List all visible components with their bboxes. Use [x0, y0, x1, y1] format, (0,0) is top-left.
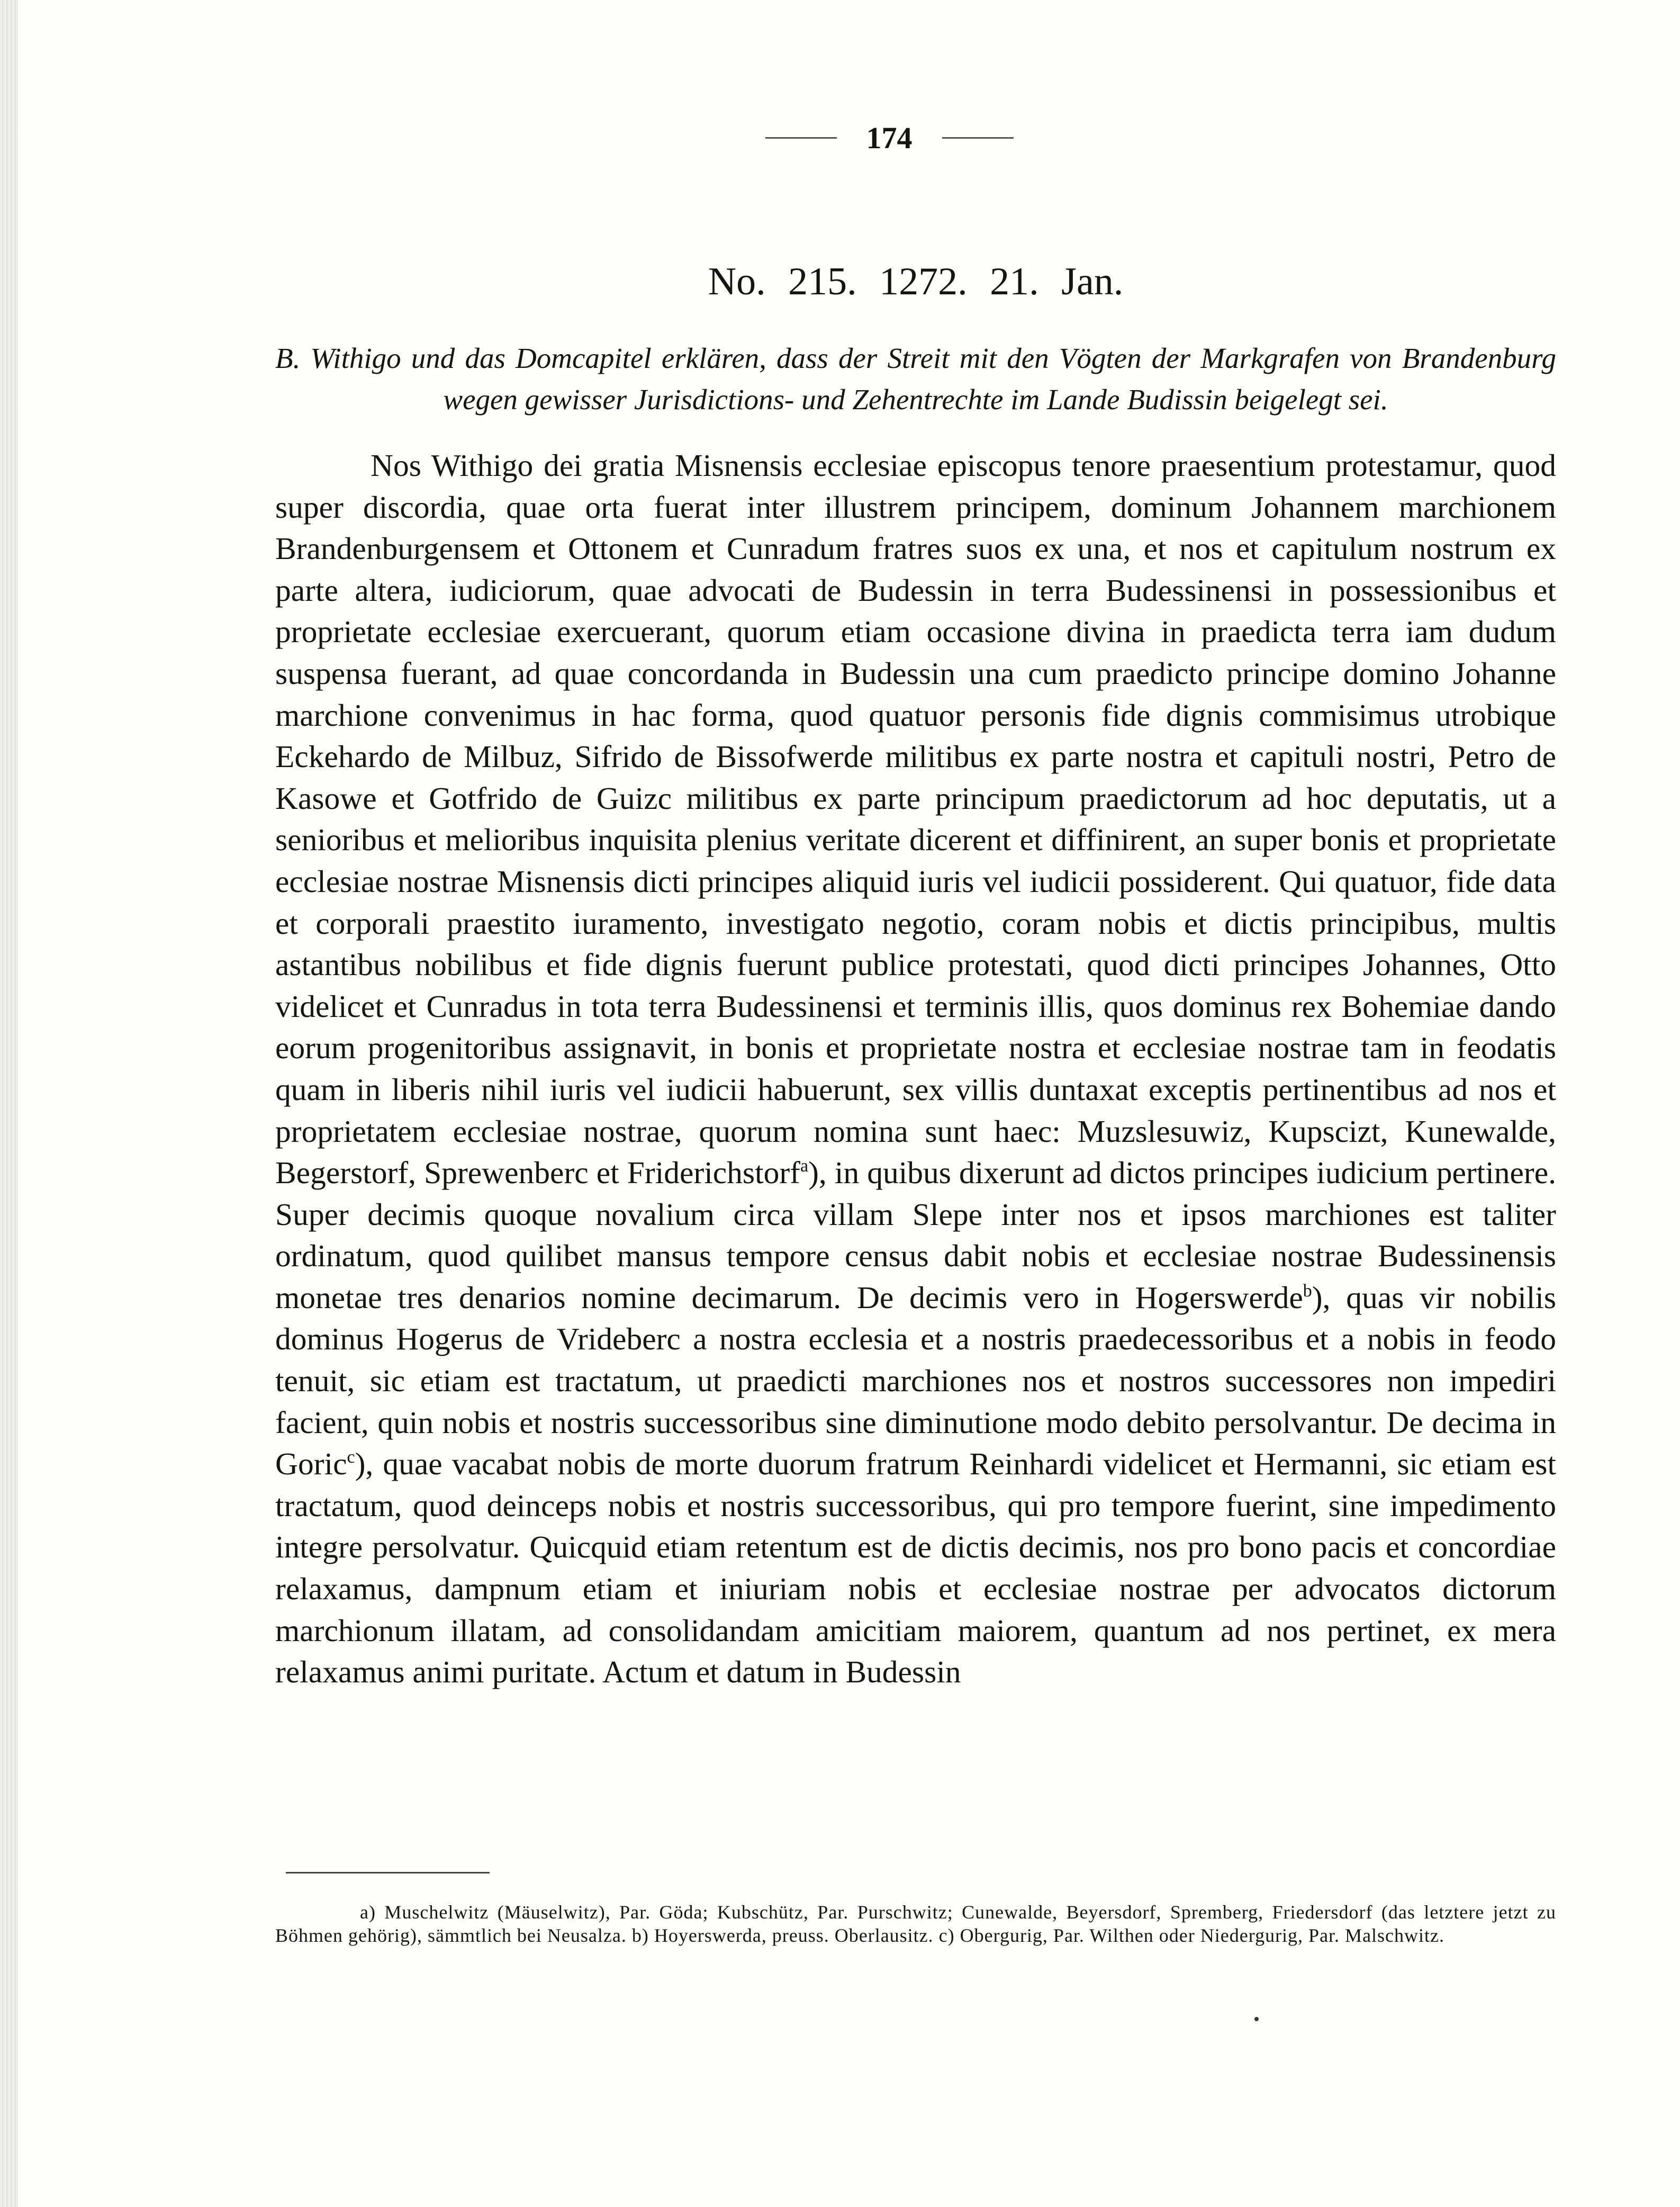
page-number: 174	[866, 120, 913, 155]
footnote-separator	[286, 1872, 490, 1873]
document-body	[275, 445, 1556, 1693]
scan-binding-edge	[0, 0, 18, 2207]
body-paragraph	[275, 445, 1556, 1693]
footnote-ref-b: b	[1303, 1281, 1312, 1301]
document-heading: No. 215. 1272. 21. Jan.	[708, 260, 1124, 303]
header-rule-right	[942, 137, 1014, 139]
body-text-part-3: ), quas vir nobilis dominus Hogerus de Vrideberc a nostra ecclesia et a nostris praedecessoribus et a nobis in feodo tenuit, sic etiam est tractatum, ut praedicti marchiones nos et nostros successores non impediri facient, quin nobis et nostris successoribus sine diminutione modo debito persolvantur. De decima in Goric	[275, 1280, 1556, 1482]
footnote-ref-a: a	[800, 1156, 809, 1176]
body-text-part-2: ), in quibus dixerunt ad dictos principes iudicium pertinere. Super decimis quoque novalium circa villam Slepe inter nos et ipsos marchiones est taliter ordinatum, quod quilibet mansus tempore census dabit nobis et ecclesiae nostrae Budessinensis monetae tres denarios nomine decimarum. De decimis vero in Hogerswerde	[275, 1155, 1557, 1315]
page-header	[725, 114, 1053, 161]
header-rule-left	[765, 137, 837, 139]
footnote-ref-c: c	[347, 1447, 355, 1467]
document-summary: B. Withigo und das Domcapitel erklären, dass der Streit mit den Vögten der Markgrafen von Brandenburg wegen gewisser Jurisdictions- und Zehentrechte im Lande Budissin beigelegt sei.	[275, 342, 1556, 416]
scan-speck	[1254, 2017, 1259, 2021]
footnotes: a) Muschelwitz (Mäuselwitz), Par. Göda; Kubschütz, Par. Purschwitz; Cunewalde, Beyersdorf, Spremberg, Friedersdorf (das letztere jetzt zu Böhmen gehörig), sämmtlich bei Neusalza. b) Hoyerswerda, preuss. Oberlausitz. c) Obergurig, Par. Wilthen oder Niedergurig, Par. Malschwitz.	[275, 1902, 1556, 1946]
body-text-part-4: ), quae vacabat nobis de morte duorum fratrum Reinhardi videlicet et Hermanni, sic etiam est tractatum, quod deinceps nobis et nostris successoribus, qui pro tempore fuerint, sine impedimento integre persolvatur. Quicquid etiam retentum est de dictis decimis, nos pro bono pacis et concordiae relaxamus, dampnum etiam et iniuriam nobis et ecclesiae nostrae per advocatos dictorum marchionum illatam, ad consolidandam amicitiam maiorem, quantum ad nos pertinet, ex mera relaxamus animi puritate. Actum et datum in Budessin	[275, 1446, 1556, 1690]
body-text-part-1: Nos Withigo dei gratia Misnensis ecclesiae episcopus tenore praesentium protestamur, quod super discordia, quae orta fuerat inter illustrem principem, dominum Johannem marchionem Brandenburgensem et Ottonem et Cunradum fratres suos ex una, et nos et capitulum nostrum ex parte altera, iudiciorum, quae advocati de Budessin in terra Budessinensi in possessionibus et proprietate ecclesiae exercuerant, quorum etiam occasione divina in praedicta terra iam dudum suspensa fuerant, ad quae concordanda in Budessin una cum praedicto principe domino Johanne marchione convenimus in hac forma, quod quatuor personis fide dignis commisimus utrobique Eckehardo de Milbuz, Sifrido de Bissofwerde militibus ex parte nostra et capituli nostri, Petro de Kasowe et Gotfrido de Guizc militibus ex parte principum praedictorum ad hoc deputatis, ut a senioribus et melioribus inquisita plenius veritate dicerent et diffinirent, an super bonis et proprietate ecclesiae nostrae Misnensis dicti principes aliquid iuris vel iudicii possiderent. Qui quatuor, fide data et corporali praestito iuramento, investigato negotio, coram nobis et dictis principibus, multis astantibus nobilibus et fide dignis fuerunt publice protestati, quod dicti principes Johannes, Otto videlicet et Cunradus in tota terra Budessinensi et terminis illis, quos dominus rex Bohemiae dando eorum progenitoribus assignavit, in bonis et proprietate nostra et ecclesiae nostrae tam in feodatis quam in liberis nihil iuris vel iudicii habuerunt, sex villis duntaxat exceptis pertinentibus ad nos et proprietatem ecclesiae nostrae, quorum nomina sunt haec: Muzslesuwiz, Kupscizt, Kunewalde, Begerstorf, Sprewenberc et Friderichstorf	[275, 448, 1556, 1191]
